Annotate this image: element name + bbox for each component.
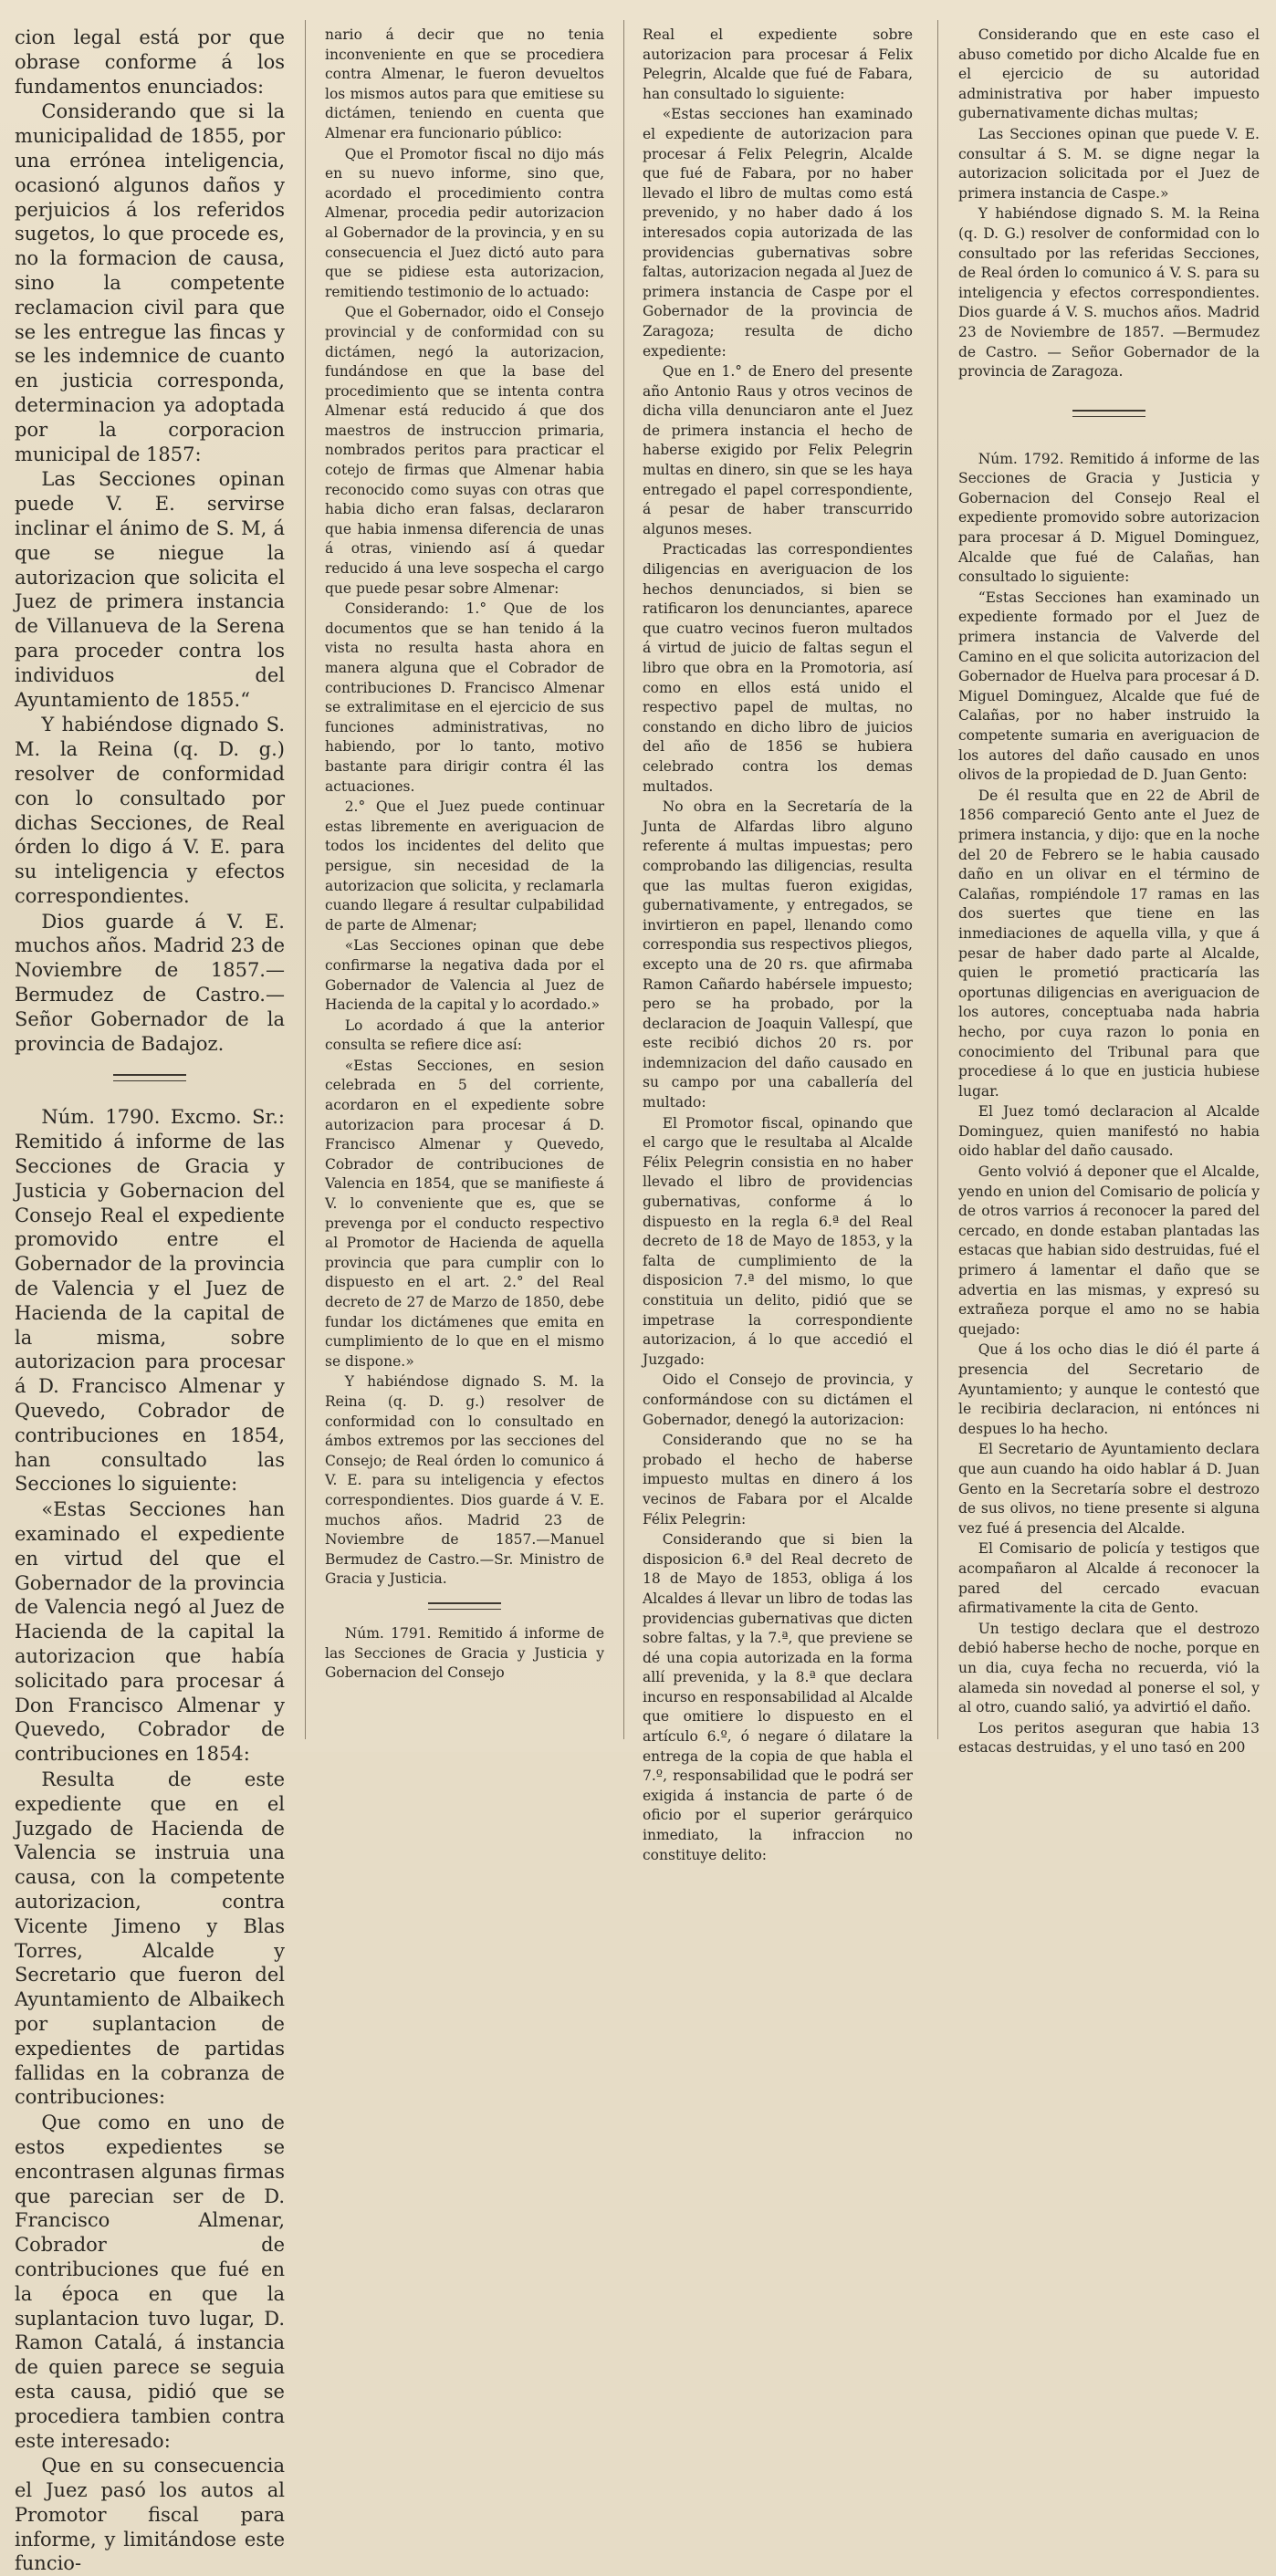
paragraph: Dios guarde á V. E. muchos años. Madrid 23 de Noviembre de 1857.—Bermudez de Castro.—Señor Gobernador de la provincia de Badajoz. — [15, 910, 285, 1055]
paragraph: «Estas secciones han examinado el expediente de autorizacion para procesar á Felix Pelegrin, Alcalde que fué de Fabara, por no haber llevado el libro de multas como está prevenido, y no haber dado á los interesados copia autorizada de las providencias gubernativas sobre faltas, autorizacion negada al Juez de primera instancia de Caspe por el Gobernador de la provincia de Zaragoza; resulta de dicho expediente: — [643, 106, 913, 360]
text-column-3 — [643, 26, 913, 1863]
paragraph: Resulta de este expediente que en el Juzgado de Hacienda de Valencia se instruia una causa, con la competente autorizacion, contra Vicente Jimeno y Blas Torres, Alcalde y Secretario que fueron del Ayuntamiento de Albaikech por suplantacion de expedientes de partidas fallidas en la cobranza de contribuciones: — [15, 1768, 285, 2109]
section-separator — [113, 1074, 186, 1081]
column-rule — [623, 20, 624, 1739]
paragraph: 2.° Que el Juez puede continuar estas libremente en averiguacion de todos los incidentes del delito que persigue, sin necesidad de la autorizacion que solicita, y reclamarla cuando llegare á resultar culpabilidad de parte de Almenar; — [325, 798, 604, 933]
text-column-1 — [15, 26, 285, 2575]
paragraph: Considerando que si bien la disposicion 6.ª del Real decreto de 18 de Mayo de 1853, obliga á los Alcaldes á llevar un libro de todas las providencias gubernativas que dicten sobre faltas, y la 7.ª, que previene se dé una copia autorizada en la forma allí prevenida, y la 8.ª que declara incurso en responsabilidad al Alcalde que omitiere lo dispuesto en el artículo 6.º, ó negare ó dilatare la entrega de la copia de que habla el 7.º, responsabilidad que le podrá ser exigida á instancia de parte ó de oficio por el superior gerárquico inmediato, la infraccion no constituye delito: — [643, 1531, 913, 1863]
paragraph: Núm. 1792. Remitido á informe de las Secciones de Gracia y Justicia y Gobernacion del Consejo Real el expediente promovido sobre autorizacion para procesar á D. Miguel Dominguez, Alcalde que fué de Calañas, han consultado lo siguiente: — [958, 450, 1260, 586]
paragraph: Real el expediente sobre autorizacion para procesar á Felix Pelegrin, Alcalde que fué de Fabara, han consultado lo siguiente: — [643, 26, 913, 102]
paragraph: Que el Gobernador, oido el Consejo provincial y de conformidad con su dictámen, negó la autorizacion, fundándose en que la base del procedimiento que se intenta contra Almenar está reducido á que dos maestros de instruccion primaria, nombrados peritos para practicar el cotejo de firmas que Almenar habia reconocido como suyas con otras que habia dicho eran falsas, declararon que habia inmensa diferencia de unas á otras, viniendo así á quedar reducido á una leve sospecha el cargo que puede pesar sobre Almenar: — [325, 304, 604, 597]
paragraph: Y habiéndose dignado S. M. la Reina (q. D. G.) resolver de conformidad con lo consultado por las referidas Secciones, de Real órden lo comunico á V. S. para su inteligencia y efectos correspondientes. Dios guarde á V. S. muchos años. Madrid 23 de Noviembre de 1857. —Bermudez de Castro. — Señor Gobernador de la provincia de Zaragoza. — [958, 205, 1260, 381]
paragraph: Lo acordado á que la anterior consulta se refiere dice así: — [325, 1017, 604, 1054]
paragraph: Que en su consecuencia el Juez pasó los autos al Promotor fiscal para informe, y limitándose este funcio- — [15, 2455, 285, 2575]
section-separator — [428, 1602, 501, 1610]
paragraph: Que en 1.° de Enero del presente año Antonio Raus y otros vecinos de dicha villa denunciaron ante el Juez de primera instancia el hecho de haberse exigido por Felix Pelegrin multas en dinero, sin que se les haya entregado el papel correspondiente, á pesar de haber transcurrido algunos meses. — [643, 363, 913, 537]
paragraph: Las Secciones opinan que puede V. E. consultar á S. M. se digne negar la autorizacion solicitada por el Juez de primera instancia de Caspe.» — [958, 125, 1260, 202]
text-column-2 — [325, 26, 604, 1736]
column-rule — [937, 20, 938, 1739]
paragraph: Que el Promotor fiscal no dijo más en su nuevo informe, sino que, acordado el procedimiento contra Almenar, procedia pedir autorizacion al Gobernador de la provincia, y en su consecuencia el Juez dictó auto para que se pidiese esta autorizacion, remitiendo testimonio de lo actuado: — [325, 145, 604, 300]
paragraph: Gento volvió á deponer que el Alcalde, yendo en union del Comisario de policía y de otros varrios á reconocer la pared del cercado, en donde estaban plantadas las estacas que habian sido destruidas, fué el primero á lamentar el daño que se advertia en las mismas, y expresó su extrañeza porque el amo no se habia quejado: — [958, 1163, 1260, 1338]
paragraph: El Comisario de policía y testigos que acompañaron al Alcalde á reconocer la pared del cercado evacuan afirmativamente la cita de Gento. — [958, 1540, 1260, 1617]
paragraph: El Juez tomó declaracion al Alcalde Dominguez, quien manifestó no habia oido hablar del daño causado. — [958, 1103, 1260, 1160]
paragraph: «Estas Secciones, en sesion celebrada en 5 del corriente, acordaron en el expediente sobre autorizacion para procesar á D. Francisco Almenar y Quevedo, Cobrador de contribuciones de Valencia en 1854, que se manifieste á V. lo conveniente que es, que se prevenga por el conducto respectivo al Promotor de Hacienda de aquella provincia que para cumplir con lo dispuesto en el art. 2.° del Real decreto de 27 de Marzo de 1850, debe fundar los dictámenes que emita en cumplimiento de lo que en el mismo se dispone.» — [325, 1057, 604, 1370]
section-separator — [1072, 410, 1145, 417]
paragraph: Considerando que en este caso el abuso cometido por dicho Alcalde fue en el ejercicio de su autoridad administrativa por haber impuesto gubernativamente dichas multas; — [958, 26, 1260, 122]
paragraph: Considerando: 1.° Que de los documentos que se han tenido á la vista no resulta hasta ahora en manera alguna que el Cobrador de contribuciones D. Francisco Almenar se extralimitase en el ejercicio de sus funciones administrativas, no habiendo, por lo tanto, motivo bastante para dirigir contra él las actuaciones. — [325, 600, 604, 795]
paragraph: Y habiéndose dignado S. M. la Reina (q. D. g.) resolver de conformidad con lo consultado en ámbos extremos por las secciones del Consejo; de Real órden lo comunico á V. E. para su inteligencia y efectos correspondientes. Dios guarde á V. E. muchos años. Madrid 23 de Noviembre de 1857.—Manuel Bermudez de Castro.—Sr. Ministro de Gracia y Justicia. — [325, 1373, 604, 1588]
paragraph: El Promotor fiscal, opinando que el cargo que le resultaba al Alcalde Félix Pelegrin consistia en no haber llevado el libro de providencias gubernativas, conforme á lo dispuesto en la regla 6.ª del Real decreto de 18 de Mayo de 1853, y la falta de cumplimiento de la disposicion 7.ª del mismo, lo que constituia un delito, pidió que se impetrase la correspondiente autorizacion, á lo que accedió el Juzgado: — [643, 1114, 913, 1368]
paragraph: No obra en la Secretaría de la Junta de Alfardas libro alguno referente á multas impuestas; pero comprobando las diligencias, resulta que las multas fueron exigidas, gubernativamente, y entregados, se invirtieron en papel, llenando como correspondia sus respectivos pliegos, excepto una de 20 rs. que afirmaba Ramon Cañardo habérsele impuesto; pero se ha probado, por la declaracion de Joaquin Vallespí, que este recibió dichos 20 rs. por indemnizacion del daño causado en su campo por una caballería del multado: — [643, 798, 913, 1111]
paragraph: «Las Secciones opinan que debe confirmarse la negativa dada por el Gobernador de Valencia al Juez de Hacienda de la capital y lo acordado.» — [325, 937, 604, 1014]
paragraph: El Secretario de Ayuntamiento declara que aun cuando ha oido hablar á D. Juan Gento en la Secretaría sobre el destrozo de sus olivos, no tiene presente si alguna vez fué á presencia del Alcalde. — [958, 1441, 1260, 1537]
paragraph: Y habiéndose dignado S. M. la Reina (q. D. g.) resolver de conformidad con lo consultado por dichas Secciones, de Real órden lo digo á V. E. para su inteligencia y efectos correspondientes. — [15, 714, 285, 907]
paragraph: Considerando que no se ha probado el hecho de haberse impuesto multas en dinero á los vecinos de Fabara por el Alcalde Félix Pelegrin: — [643, 1432, 913, 1528]
paragraph: nario á decir que no tenia inconveniente en que se procediera contra Almenar, le fueron devueltos los mismos autos para que emitiese su dictámen, teniendo en cuenta que Almenar era funcionario público: — [325, 26, 604, 141]
paragraph: Un testigo declara que el destrozo debió haberse hecho de noche, porque en un dia, cuya fecha no recuerda, vió la alameda sin novedad al ponerse el sol, y al otro, cuando salió, ya advirtió el daño. — [958, 1620, 1260, 1716]
paragraph: Núm. 1790. Excmo. Sr.: Remitido á informe de las Secciones de Gracia y Justicia y Gobernacion del Consejo Real el expediente promovido entre el Gobernador de la provincia de Valencia y el Juez de Hacienda de la capital de la misma, sobre autorizacion para procesar á D. Francisco Almenar y Quevedo, Cobrador de contribuciones en 1854, han consultado las Secciones lo siguiente: — [15, 1106, 285, 1496]
paragraph: Que á los ocho dias le dió él parte á presencia del Secretario de Ayuntamiento; y aunque le contestó que le recibiria declaracion, ni entónces ni despues lo ha hecho. — [958, 1341, 1260, 1437]
paragraph: «Estas Secciones han examinado el expediente en virtud del que el Gobernador de la provincia de Valencia negó al Juez de Hacienda de la capital la autorizacion que había solicitado para procesar á Don Francisco Almenar y Quevedo, Cobrador de contribuciones en 1854: — [15, 1498, 285, 1766]
paragraph: Considerando que si la municipalidad de 1855, por una errónea inteligencia, ocasionó algunos daños y perjuicios á los referidos sugetos, lo que procede es, no la formacion de causa, sino la competente reclamacion civil para que se les entregue las fincas y se les indemnice de cuanto en justicia corresponda, determinacion ya adoptada por la corporacion municipal de 1857: — [15, 100, 285, 465]
text-column-4 — [958, 26, 1260, 1757]
paragraph: Núm. 1791. Remitido á informe de las Secciones de Gracia y Justicia y Gobernacion del Consejo — [325, 1624, 604, 1682]
paragraph: Las Secciones opinan puede V. E. servirse inclinar el ánimo de S. M, á que se niegue la autorizacion que solicita el Juez de primera instancia de Villanueva de la Serena para proceder contra los individuos del Ayuntamiento de 1855.“ — [15, 468, 285, 711]
paragraph: Practicadas las correspondientes diligencias en averiguacion de los hechos denunciados, si bien se ratificaron los denunciantes, aparece que cuatro vecinos fueron multados á virtud de juicio de faltas segun el libro que obra en la Promotoria, así como en ellos está unido el respectivo papel de multas, no constando en dicho libro de juicios del año de 1856 se hubiera celebrado contra los demas multados. — [643, 541, 913, 795]
paragraph: “Estas Secciones han examinado un expediente formado por el Juez de primera instancia de Valverde del Camino en el que solicita autorizacion del Gobernador de Huelva para procesar á D. Miguel Dominguez, Alcalde que fué de Calañas, por no haber instruido la competente sumaria en averiguacion de los autores del daño causado en unos olivos de la propiedad de D. Juan Gento: — [958, 589, 1260, 784]
paragraph: cion legal está por que obrase conforme á los fundamentos enunciados: — [15, 26, 285, 98]
column-rule — [305, 20, 306, 1739]
paragraph: Los peritos aseguran que habia 13 estacas destruidas, y el uno tasó en 200 — [958, 1719, 1260, 1757]
paragraph: Que como en uno de estos expedientes se encontrasen algunas firmas que parecian ser de D. Francisco Almenar, Cobrador de contribuciones que fué en la época en que la suplantacion tuvo lugar, D. Ramon Catalá, á instancia de quien parece se seguia esta causa, pidió que se procediera tambien contra este interesado: — [15, 2112, 285, 2452]
paragraph: Oido el Consejo de provincia, y conformándose con su dictámen el Gobernador, denegó la autorizacion: — [643, 1371, 913, 1428]
paragraph: De él resulta que en 22 de Abril de 1856 compareció Gento ante el Juez de primera instancia, y dijo: que en la noche del 20 de Febrero se le habia causado daño en un olivar en el término de Calañas, rompiéndole 17 ramas en las dos suertes que tiene en las inmediaciones de aquella villa, y que á pesar de haber dado parte al Alcalde, quien le prometió practicaría las oportunas diligencias en averiguacion de los autores, conceptuaba nada habria hecho, por cuya razon lo ponia en conocimiento del Tribunal para que procediese á lo que en justicia hubiese lugar. — [958, 787, 1260, 1100]
